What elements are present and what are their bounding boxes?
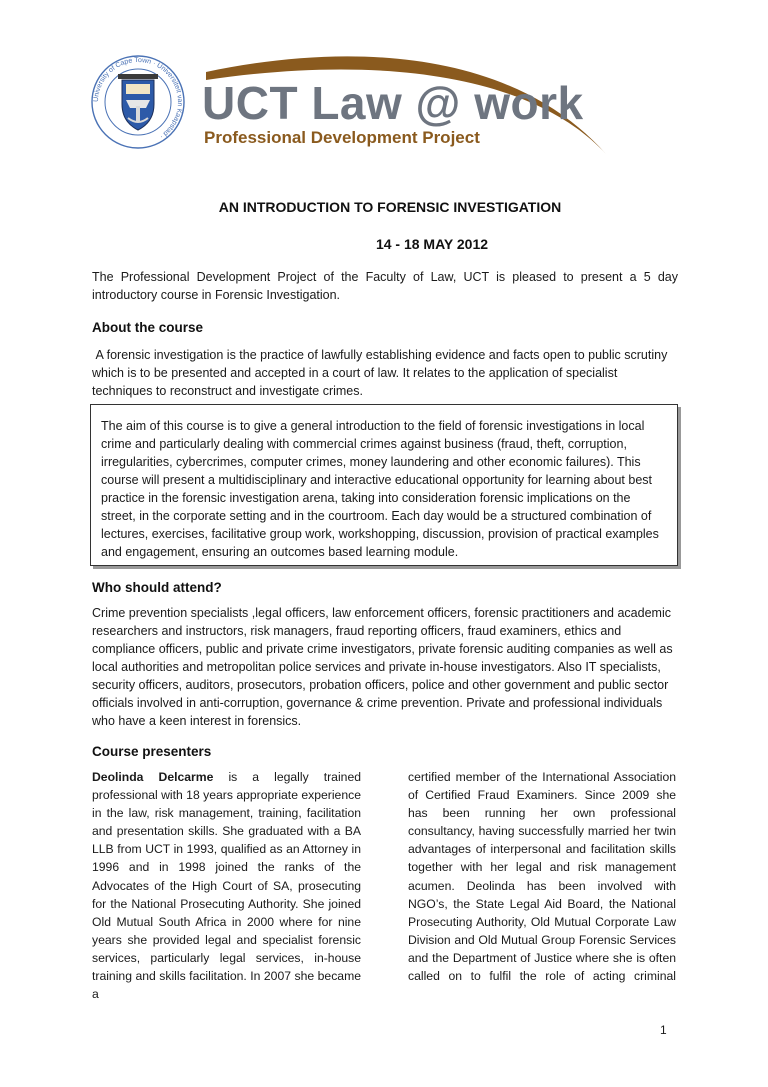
page-number: 1 [660, 1023, 667, 1037]
presenter-bio-left-column [92, 768, 361, 1003]
intro-paragraph: The Professional Development Project of the Faculty of Law, UCT is pleased to present a 5 day introductory course in Forensic Investigation. [92, 270, 678, 302]
presenters-heading: Course presenters [92, 744, 212, 759]
attend-heading: Who should attend? [92, 580, 222, 595]
attend-paragraph: Crime prevention specialists ,legal officers, law enforcement officers, forensic practitioners and academic researchers and instructors, risk managers, fraud reporting officers, fraud examiners, ethics and compliance officers, public and private crime investigators, private forensic auditing companies as well as local authorities and metropolitan police services and private in-house investigators. Also IT specialists, security officers, auditors, prosecutors, probation officers, police and other government and public sector officials involved in anti-corruption, governance & crime prevention. Private and professional individuals who have a keen interest in forensics. [92, 606, 673, 728]
about-paragraph: A forensic investigation is the practice of lawfully establishing evidence and facts open to public scrutiny which is to be presented and accepted in a court of law. It relates to the application of specialist techniques to reconstruct and investigate crimes. [92, 348, 671, 398]
presenter-name: Deolinda Delcarme [92, 770, 214, 784]
course-title: AN INTRODUCTION TO FORENSIC INVESTIGATION [218, 199, 562, 215]
uct-law-at-work-logo [88, 42, 618, 160]
uct-seal-icon [92, 56, 184, 148]
presenter-bio-left: is a legally trained professional with 18 years appropriate experience in the law, risk management, training, facilitation and presentation skills. She graduated with a BA LLB from UCT in 1993, qualified as an Attorney in 1996 and in 1998 joined the ranks of the Advocates of the High Court of SA, prosecuting for the National Prosecuting Authority. She joined Old Mutual South Africa in 2000 where for nine years she provided legal and specialist forensic services, particularly legal services, in-house training and skills facilitation. In 2007 she became a [92, 770, 361, 1002]
course-aim-box: The aim of this course is to give a general introduction to the field of forensic investigations in local crime and particularly dealing with commercial crimes against business (fraud, theft, corruption, irregularities, cybercrimes, computer crimes, money laundering and other economic failures). This course will present a multidisciplinary and interactive educational opportunity for learning about best practice in the forensic investigation arena, taking into consideration forensic implications on the street, in the corporate setting and in the courtroom. Each day would be a structured combination of lectures, exercises, facilitative group work, workshopping, discussion, provision of practical examples and engagement, ensuring an outcomes based learning module. [90, 404, 678, 566]
seal-text: University of Cape Town · Universiteit van Kaapstad · [92, 56, 184, 140]
about-heading: About the course [92, 320, 204, 335]
logo-subtitle: Professional Development Project [204, 128, 480, 147]
course-dates: 14 - 18 MAY 2012 [375, 236, 489, 252]
logo-title: UCT Law @ work [202, 77, 584, 129]
presenter-bio-right-column: certified member of the International Association of Certified Fraud Examiners. Since 2009 she has been running her own professional consultancy, having successfully married her twin advantages of interpersonal and facilitation skills together with her legal and risk management acumen. Deolinda has been involved with NGO’s, the State Legal Aid Board, the National Prosecuting Authority, Old Mutual Corporate Law Division and Old Mutual Group Forensic Services and the Department of Justice where she is often called on to fulfil the role of acting criminal [408, 770, 676, 984]
